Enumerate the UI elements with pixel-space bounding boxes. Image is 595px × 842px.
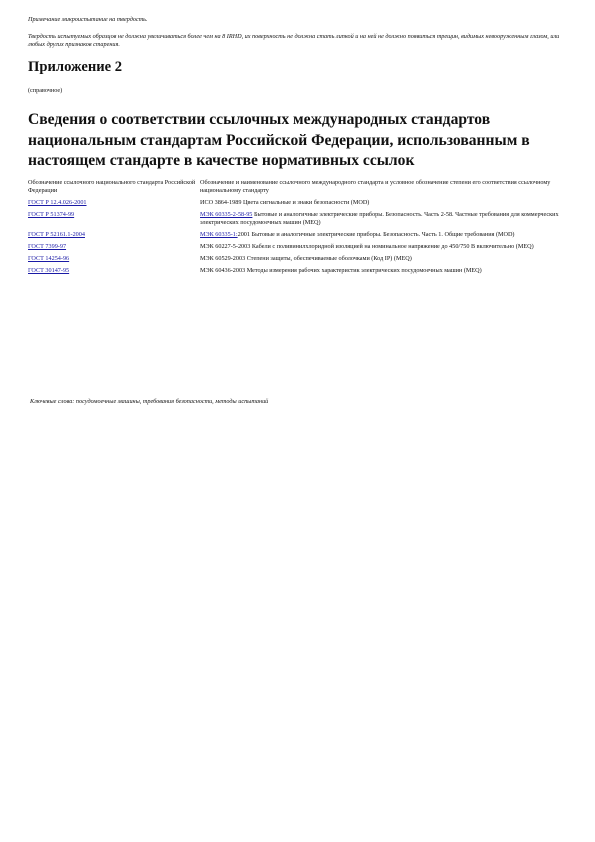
table-row — [28, 231, 568, 243]
national-standard-cell — [28, 267, 200, 279]
note-microhardness: Примечание микроиспытание на твердость. — [28, 16, 148, 23]
column-header-international: Обозначение и наименование ссылочного международного стандарта и условное обозначение степени его соответствия ссылочному национальному стандарту — [200, 178, 551, 194]
national-standard-link[interactable]: ГОСТ Р 52161.1-2004 — [28, 230, 85, 238]
international-standard-cell — [200, 199, 568, 211]
appendix-type: (справочное) — [28, 87, 63, 94]
national-standard-link[interactable]: ГОСТ 14254-96 — [28, 254, 70, 262]
national-standard-cell — [28, 255, 200, 267]
international-standard-cell — [200, 255, 568, 267]
international-standard-text: 2001 Бытовые и аналогичные электрические приборы. Безопасность. Часть 1. Общие требования (MOD) — [237, 230, 515, 238]
national-standard-link[interactable]: ГОСТ Р 12.4.026-2001 — [28, 198, 87, 206]
national-standard-link[interactable]: ГОСТ 30147-95 — [28, 266, 70, 274]
table-row — [28, 255, 568, 267]
table-row — [28, 243, 568, 255]
national-standard-link[interactable]: ГОСТ Р 51374-99 — [28, 210, 75, 218]
international-standard-link[interactable]: МЭК 60335-2-58-95 — [200, 210, 253, 218]
international-standard-text: МЭК 60227-5-2003 Кабели с поливинилхлоридной изоляцией на номинальное напряжение до 450/750 В включительно (MEQ) — [200, 242, 534, 250]
national-standard-cell — [28, 243, 200, 255]
international-standard-cell — [200, 267, 568, 279]
national-standard-link[interactable]: ГОСТ 7399-97 — [28, 242, 67, 250]
national-standard-cell — [28, 199, 200, 211]
international-standard-cell — [200, 211, 568, 231]
table-row — [28, 211, 568, 231]
international-standard-cell — [200, 231, 568, 243]
international-standard-text: МЭК 60436-2003 Методы измерения рабочих характеристик электрических посудомоечных машин (MEQ) — [200, 266, 482, 274]
international-standard-text: МЭК 60529-2003 Степени защиты, обеспечиваемые оболочками (Код IP) (MEQ) — [200, 254, 412, 262]
note-hardness-requirement: Твердость испытуемых образцов не должна увеличиваться более чем на 8 IRHD, их поверхность не должна стать липкой и на ней не должно появиться трещин, видимых невооруженным глазом, или любых других признаков старения. — [28, 33, 560, 48]
document-page — [28, 16, 568, 279]
international-standard-text: ИСО 3864-1989 Цвета сигнальные и знаки безопасности (MOD) — [200, 198, 370, 206]
keywords-line: Ключевые слова: посудомоечные машины, требования безопасности, методы испытаний — [30, 398, 269, 405]
table-row — [28, 267, 568, 279]
international-standard-cell — [200, 243, 568, 255]
national-standard-cell — [28, 211, 200, 231]
appendix-title: Приложение 2 — [28, 59, 123, 75]
standards-table — [28, 179, 568, 279]
international-standard-link[interactable]: МЭК 60335-1: — [200, 230, 238, 238]
table-header-row — [28, 179, 568, 199]
international-standard-text: Бытовые и аналогичные электрические приборы. Безопасность. Часть 2-58. Частные требования для коммерческих электрических посудомоечных машин (MEQ) — [200, 210, 559, 226]
column-header-national: Обозначение ссылочного национального стандарта Российской Федерации — [28, 178, 196, 194]
national-standard-cell — [28, 231, 200, 243]
section-title: Сведения о соответствии ссылочных международных стандартов национальным стандартам Российской Федерации, использованным в настоящем стандарте в качестве нормативных ссылок — [28, 111, 530, 169]
table-row — [28, 199, 568, 211]
